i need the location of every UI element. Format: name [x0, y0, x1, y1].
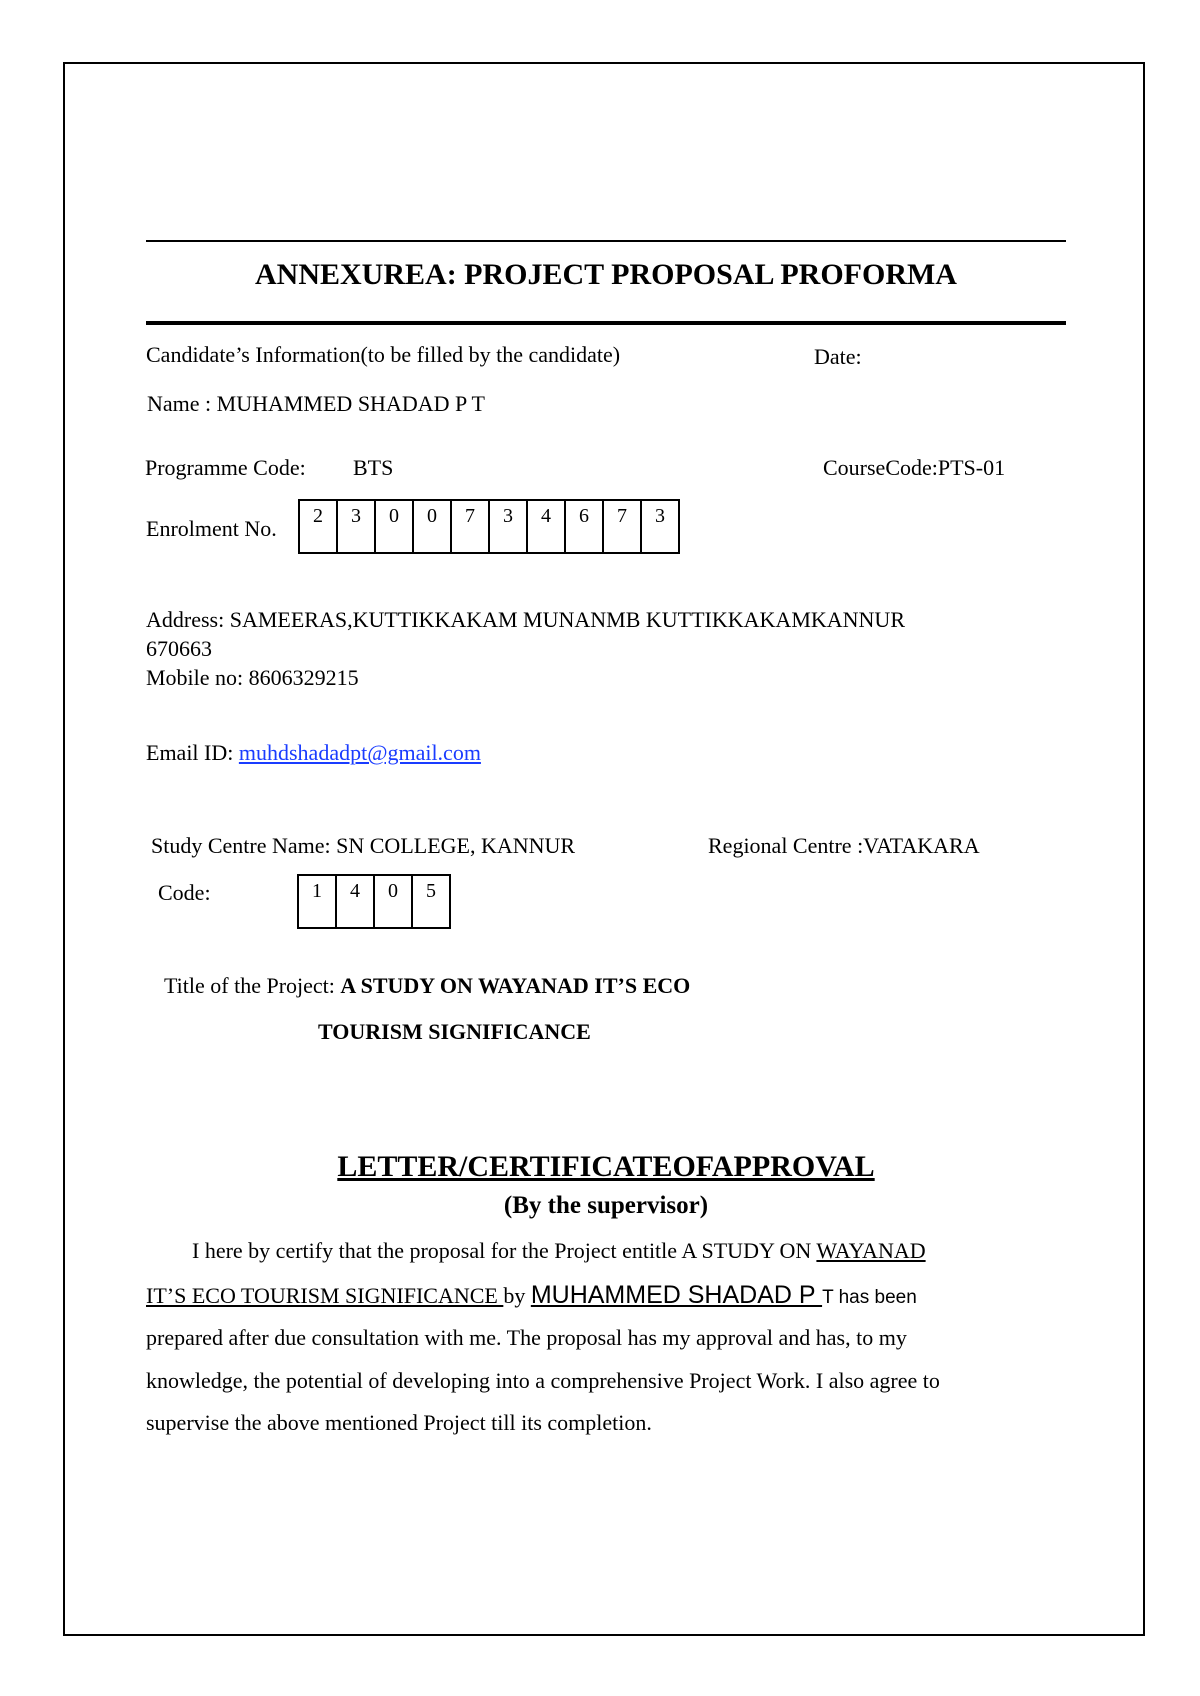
- mobile-number: Mobile no: 8606329215: [146, 665, 359, 690]
- date-label: Date:: [814, 344, 862, 369]
- enrolment-label: Enrolment No.: [146, 516, 277, 541]
- study-centre: Study Centre Name: SN COLLEGE, KANNUR: [151, 833, 576, 858]
- enrolment-digit: 0: [374, 499, 414, 554]
- title-bottom-rule: [146, 321, 1066, 325]
- enrolment-digit: 3: [640, 499, 680, 554]
- email-link[interactable]: muhdshadadpt@gmail.com: [238, 740, 481, 765]
- certificate-text: T has been: [822, 1287, 917, 1308]
- address-line-1: Address: SAMEERAS,KUTTIKKAKAM MUNANMB KUTTIKKAKAMKANNUR: [146, 607, 905, 632]
- page-title: ANNEXUREA: PROJECT PROPOSAL PROFORMA: [255, 258, 957, 291]
- certificate-text: I here by certify that the proposal for the Project entitle A STUDY ON: [192, 1238, 817, 1263]
- centre-code-digit: 0: [373, 874, 413, 929]
- candidate-name: Name : MUHAMMED SHADAD P T: [147, 391, 485, 416]
- project-title-line-1: A STUDY ON WAYANAD IT’S ECO: [340, 973, 691, 998]
- centre-code-digit: 4: [335, 874, 375, 929]
- certificate-text: WAYANAD: [816, 1238, 926, 1263]
- certificate-heading: LETTER/CERTIFICATEOFAPPROVAL: [337, 1150, 875, 1183]
- address-line-2: 670663: [146, 636, 212, 661]
- certificate-line-2: [146, 1281, 1066, 1310]
- project-title-line-2: TOURISM SIGNIFICANCE: [318, 1019, 591, 1044]
- supervisee-name: MUHAMMED SHADAD P: [530, 1281, 823, 1309]
- course-code: CourseCode:PTS-01: [823, 455, 1006, 480]
- certificate-text: IT’S ECO TOURISM SIGNIFICANCE: [146, 1283, 504, 1308]
- project-title-label: Title of the Project:: [164, 973, 335, 998]
- enrolment-number-boxes: [298, 499, 680, 554]
- centre-code-digit: 5: [411, 874, 451, 929]
- enrolment-digit: 0: [412, 499, 452, 554]
- enrolment-digit: 7: [602, 499, 642, 554]
- enrolment-digit: 2: [298, 499, 338, 554]
- enrolment-digit: 4: [526, 499, 566, 554]
- centre-code-digit: 1: [297, 874, 337, 929]
- programme-code-label: Programme Code:: [145, 455, 306, 480]
- email-row: [146, 740, 481, 766]
- email-label: Email ID:: [146, 740, 234, 765]
- enrolment-digit: 6: [564, 499, 604, 554]
- enrolment-digit: 7: [450, 499, 490, 554]
- enrolment-digit: 3: [488, 499, 528, 554]
- certificate-subheading: (By the supervisor): [503, 1192, 709, 1219]
- regional-centre: Regional Centre :VATAKARA: [708, 833, 980, 858]
- certificate-line-1: [146, 1238, 1066, 1264]
- certificate-line-5: supervise the above mentioned Project till its completion.: [146, 1410, 652, 1435]
- candidate-info-label: Candidate’s Information(to be filled by the candidate): [146, 342, 621, 367]
- certificate-text: by: [503, 1283, 531, 1308]
- enrolment-digit: 3: [336, 499, 376, 554]
- project-title-row: [164, 973, 690, 999]
- top-rule: [146, 240, 1066, 242]
- certificate-line-3: prepared after due consultation with me. The proposal has my approval and has, to my: [146, 1325, 907, 1350]
- centre-code-boxes: [297, 874, 451, 929]
- centre-code-label: Code:: [158, 880, 211, 905]
- programme-code-value: BTS: [353, 455, 394, 480]
- certificate-line-4: knowledge, the potential of developing into a comprehensive Project Work. I also agree to: [146, 1368, 940, 1393]
